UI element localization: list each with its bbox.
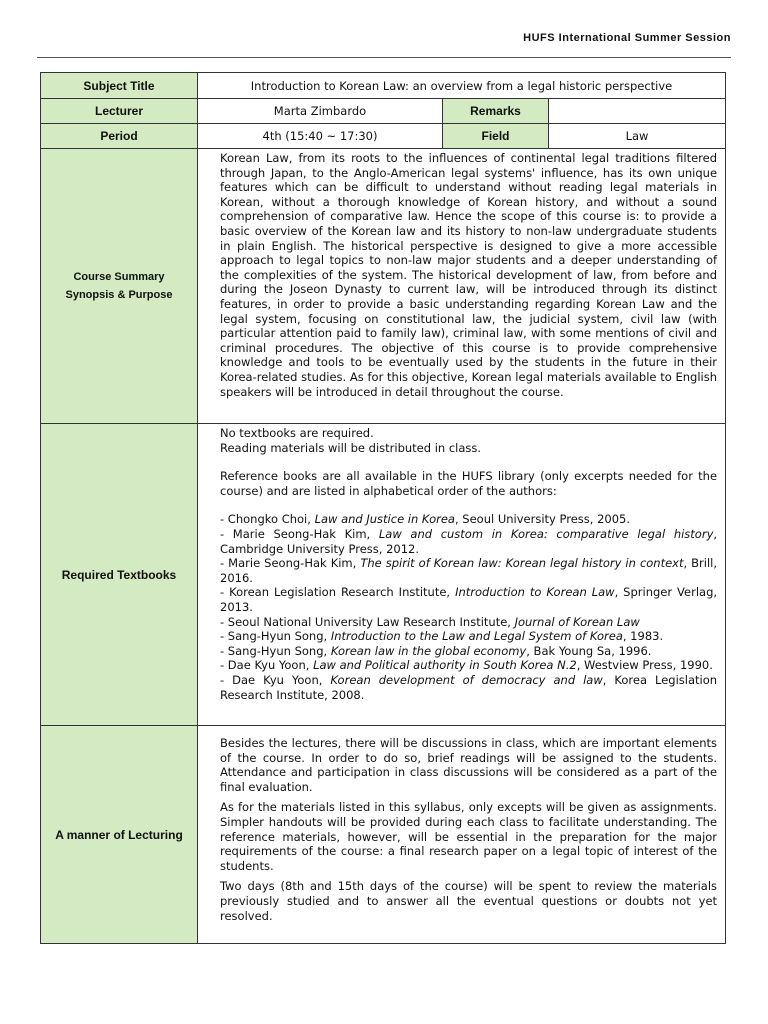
header-divider xyxy=(37,57,731,58)
reference-publisher: , Springer Verlag, 2013. xyxy=(220,585,718,614)
textbooks-content xyxy=(198,424,726,726)
field-value: Law xyxy=(549,124,726,149)
course-summary-label-line1: Course Summary xyxy=(73,271,165,283)
syllabus-table xyxy=(40,72,726,944)
lecturer-row xyxy=(41,99,726,124)
textbooks-line2: Reading materials will be distributed in class. xyxy=(220,440,482,455)
reference-publisher: , Bak Young Sa, 1996. xyxy=(526,643,652,658)
document-header: HUFS International Summer Session xyxy=(523,32,731,44)
lecturing-content xyxy=(198,726,726,944)
textbooks-row xyxy=(41,424,726,726)
required-textbooks-label: Required Textbooks xyxy=(41,424,198,726)
lecturing-paragraph-3: Two days (8th and 15th days of the course) will be spent to review the materials previously studied and to answer all the eventual questions or doubts not yet resolved. xyxy=(220,879,718,923)
reference-title: Korean law in the global economy xyxy=(330,643,527,658)
reference-author: - Sang-Hyun Song, xyxy=(220,643,331,658)
reference-title: Introduction to Korean Law xyxy=(455,585,615,600)
reference-list xyxy=(220,512,717,702)
reference-item xyxy=(220,527,717,556)
reference-author: - Dae Kyu Yoon, xyxy=(220,672,331,687)
reference-author: - Chongko Choi, xyxy=(220,512,315,527)
reference-publisher: , Brill, 2016. xyxy=(220,556,718,585)
period-value: 4th (15:40 ~ 17:30) xyxy=(198,124,443,149)
course-summary-label-line2: Synopsis & Purpose xyxy=(65,289,173,301)
period-row xyxy=(41,124,726,149)
subject-title-value: Introduction to Korean Law: an overview from a legal historic perspective xyxy=(198,73,726,99)
reference-author: - Seoul National University Law Research Institute, xyxy=(220,614,515,629)
reference-title: Law and Political authority in South Korea N.2 xyxy=(313,658,577,673)
reference-author: - Marie Seong-Hak Kim, xyxy=(220,526,379,541)
course-summary-paragraph: Korean Law, from its roots to the influences of continental legal traditions filtered through Japan, to the Anglo-American legal systems' influence, has its own unique features which can be difficult to understand without reading legal materials in Korean, without a thorough knowledge of Korean history, and without a sound comprehension of comparative law. Hence the scope of this course is: to provide a basic overview of the Korean law and its history to non-law undergraduate students in plain English. The historical perspective is designed to give a more accessible approach to legal topics to non-law major students and a deeper understanding of the complexities of the system. The historical development of law, from before and during the Joseon Dynasty to current law, will be introduced through its distinct features, in order to provide a basic understanding regarding Korean Law and the legal system, focusing on constitutional law, the judicial system, civil law (with particular attention paid to family law), criminal law, with some mentions of civil and criminal procedures. The objective of this course is to provide comprehensive knowledge and tools to be eventually used by the students in the future in their Korea-related studies. As for this objective, Korean legal materials available to English speakers will be introduced in detail throughout the course. xyxy=(220,151,718,399)
lecturing-row xyxy=(41,726,726,944)
course-summary-text xyxy=(198,149,726,424)
lecturing-paragraph-1: Besides the lectures, there will be discussions in class, which are important elements of the course. In order to do so, brief readings will be assigned to the students. Attendance and participation in class discussions will be considered as a part of the final evaluation. xyxy=(220,736,718,794)
reference-publisher: , Korea Legislation Research Institute, 2008. xyxy=(220,672,718,702)
remarks-label: Remarks xyxy=(443,99,549,124)
reference-item xyxy=(220,512,717,527)
reference-title: Journal of Korean Law xyxy=(514,614,640,629)
summary-row xyxy=(41,149,726,424)
reference-title: The spirit of Korean law: Korean legal history in context xyxy=(360,556,684,571)
textbooks-intro: Reference books are all available in the HUFS library (only excerpts needed for the course) and are listed in alphabetical order of the authors: xyxy=(220,469,718,498)
lecturer-label: Lecturer xyxy=(41,99,198,124)
reference-publisher: , Seoul University Press, 2005. xyxy=(454,512,630,527)
reference-title: Korean development of democracy and law xyxy=(330,672,603,687)
reference-item xyxy=(220,658,717,673)
lecturer-value: Marta Zimbardo xyxy=(198,99,443,124)
reference-publisher: , 1983. xyxy=(622,629,664,644)
remarks-value xyxy=(549,99,726,124)
reference-item xyxy=(220,556,717,585)
reference-author: - Dae Kyu Yoon, xyxy=(220,658,314,673)
lecturing-paragraph-2: As for the materials listed in this syllabus, only excepts will be given as assignments. Simpler handouts will be provided during each class to facilitate understanding. The reference materials, however, will be essential in the preparation for the major requirements of the course: a final research paper on a legal topic of interest of the students. xyxy=(220,800,718,873)
reference-title: Introduction to the Law and Legal System of Korea xyxy=(330,629,623,644)
field-label: Field xyxy=(443,124,549,149)
reference-item xyxy=(220,673,717,702)
reference-author: - Marie Seong-Hak Kim, xyxy=(220,556,361,571)
subject-row xyxy=(41,73,726,99)
reference-title: Law and custom in Korea: comparative legal history xyxy=(378,526,714,541)
course-summary-label xyxy=(41,149,198,424)
reference-item xyxy=(220,615,717,630)
reference-item xyxy=(220,585,717,614)
manner-of-lecturing-label: A manner of Lecturing xyxy=(41,726,198,944)
period-label: Period xyxy=(41,124,198,149)
textbooks-line1: No textbooks are required. xyxy=(220,426,374,440)
subject-title-label: Subject Title xyxy=(41,73,198,99)
reference-publisher: , Cambridge University Press, 2012. xyxy=(220,526,718,556)
reference-title: Law and Justice in Korea xyxy=(314,512,455,527)
reference-author: - Sang-Hyun Song, xyxy=(220,629,331,644)
reference-item xyxy=(220,644,717,659)
reference-item xyxy=(220,629,717,644)
reference-author: - Korean Legislation Research Institute, xyxy=(220,585,456,600)
reference-publisher: , Westview Press, 1990. xyxy=(576,658,713,673)
